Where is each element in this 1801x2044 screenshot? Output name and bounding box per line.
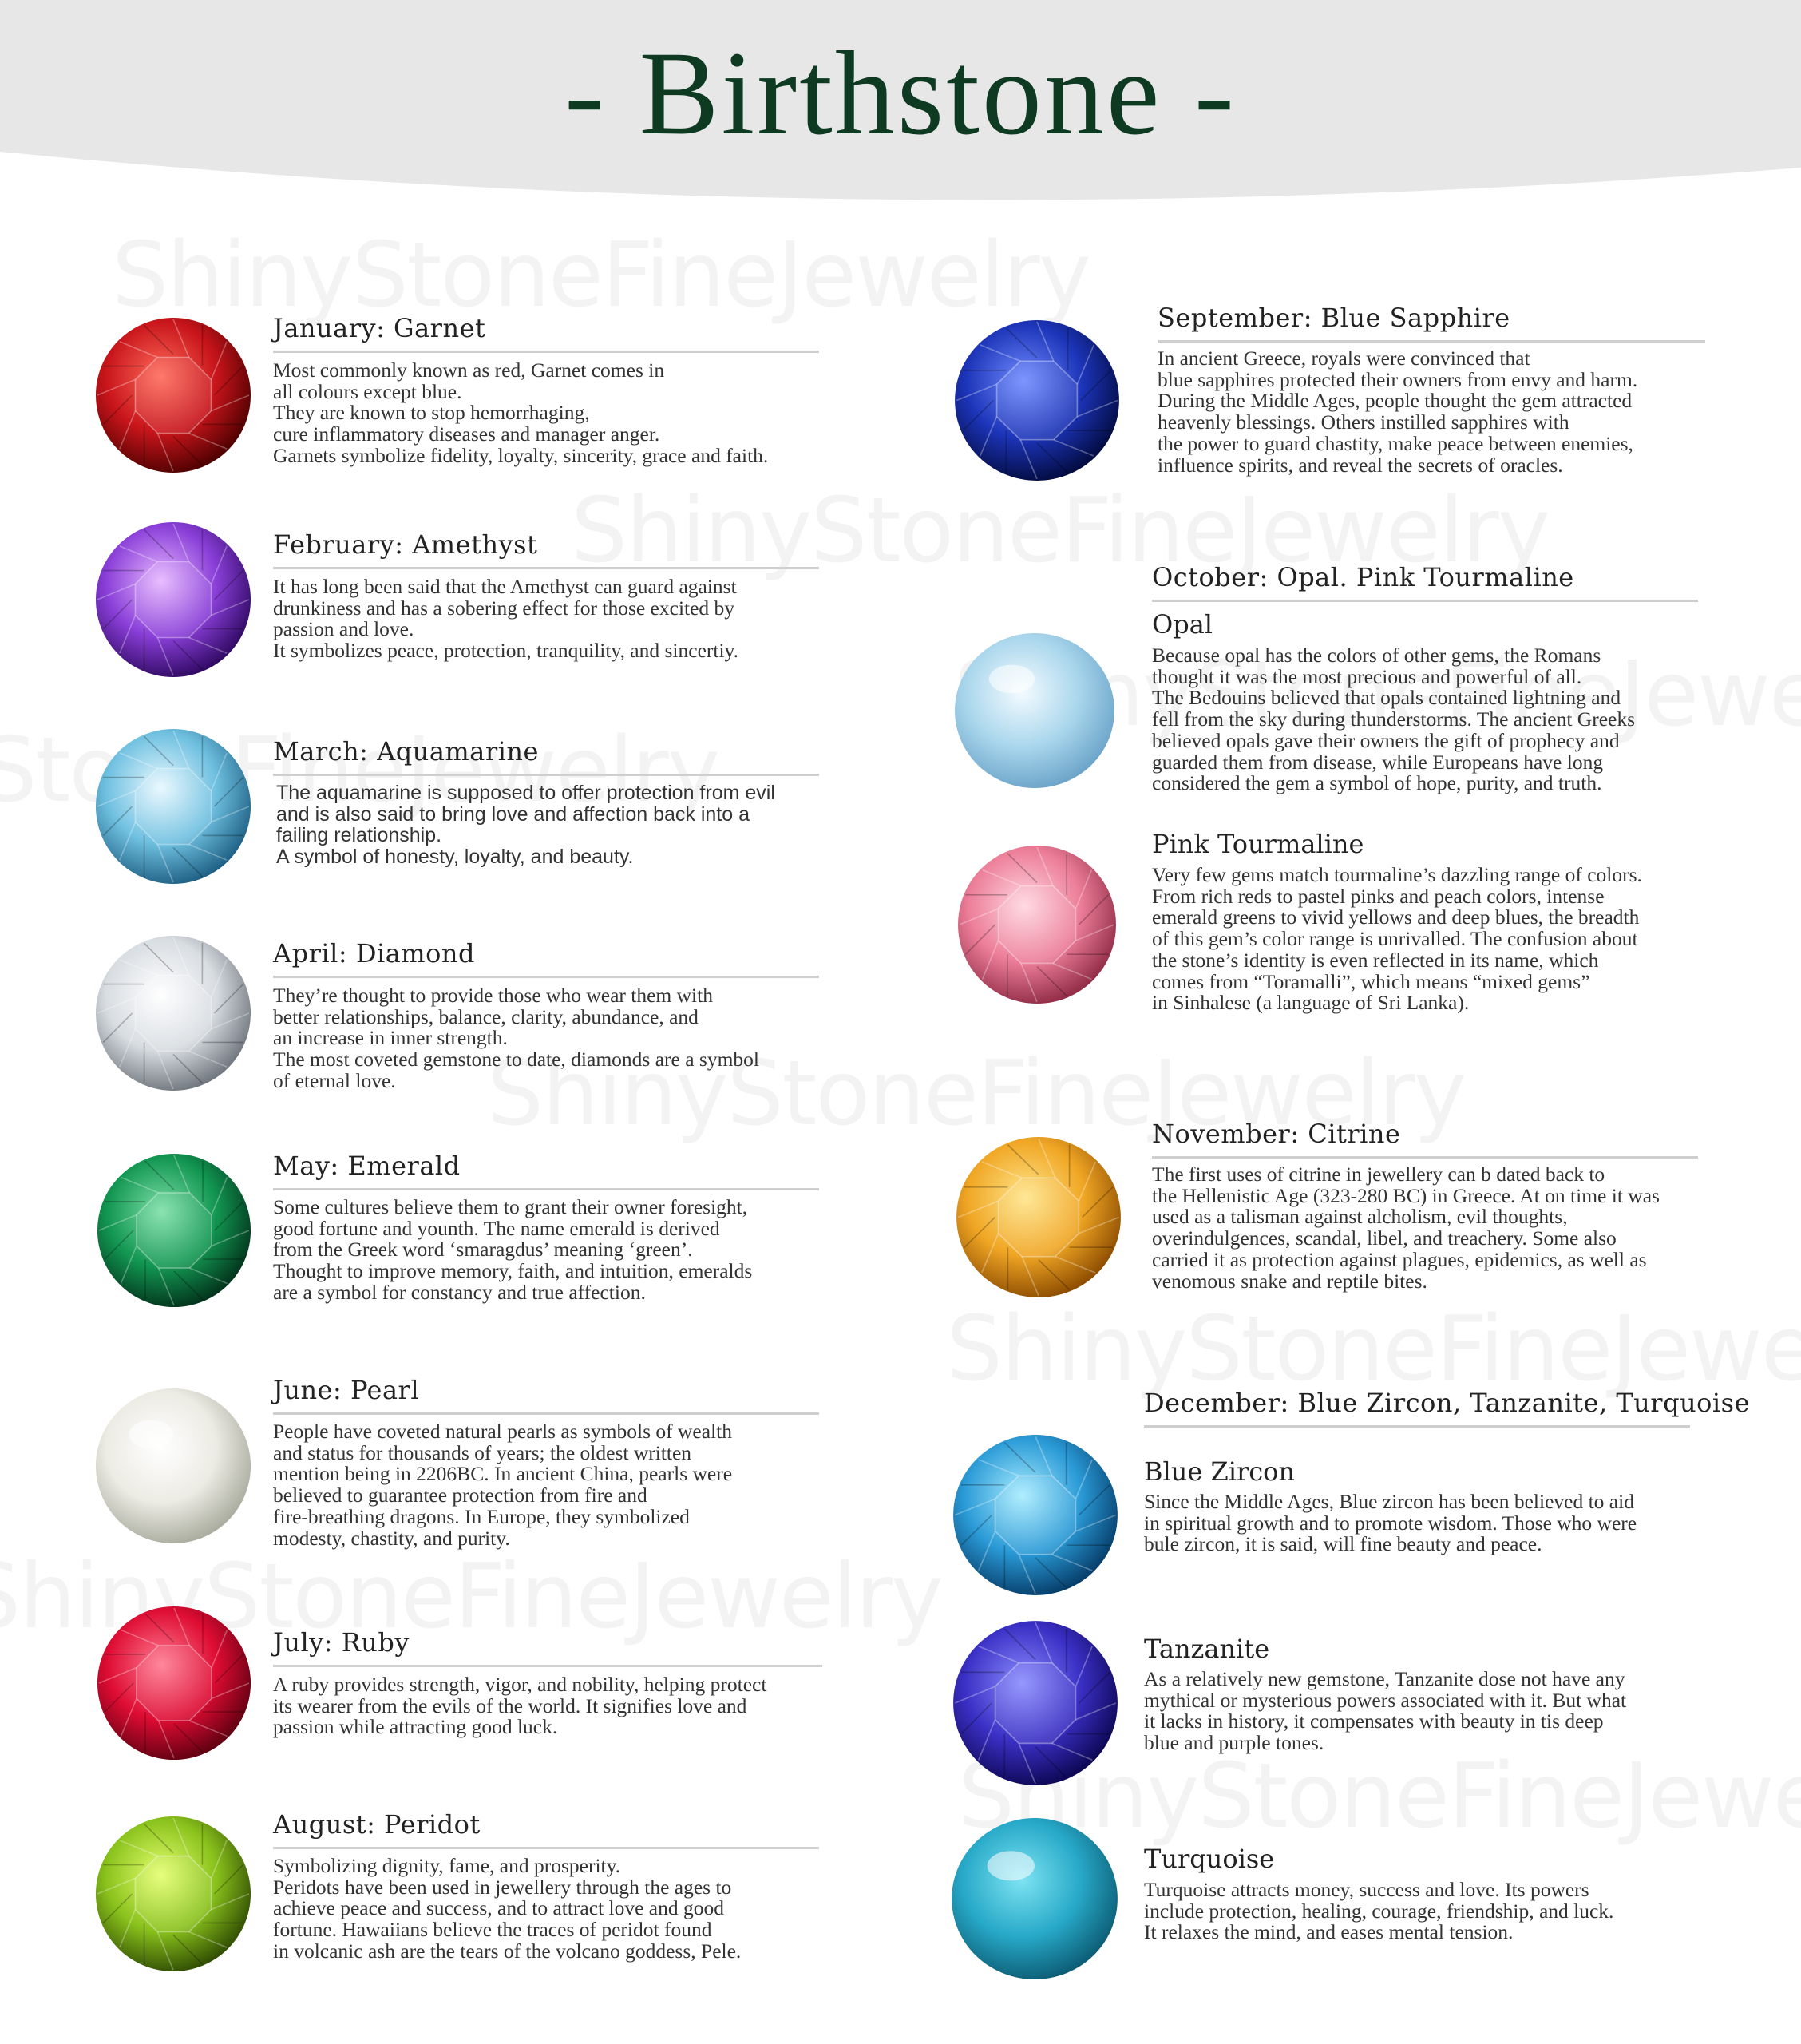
tanzanite-icon [952, 1619, 1119, 1787]
opal-subtitle: Opal [1152, 609, 1213, 640]
may-description: Some cultures believe them to grant their owner foresight, good fortune and younth. The name emerald is derived from the Greek word ‘smaragdus’ meaning ‘green’. Thought to improve memory, faith, and intuition, emeralds are a symbol for constancy and true affection. [273, 1195, 753, 1304]
turquoise-icon [950, 1816, 1119, 1981]
march-title: March: Aquamarine [273, 736, 539, 766]
divider [273, 774, 819, 776]
turquoise-subtitle: Turquoise [1144, 1844, 1275, 1874]
august-title: August: Peridot [273, 1809, 481, 1840]
amethyst-icon [94, 521, 252, 679]
november-title: November: Citrine [1152, 1119, 1401, 1149]
divider [1152, 1156, 1698, 1159]
divider [1144, 1425, 1690, 1428]
divider [273, 1412, 819, 1415]
november-description: The first uses of citrine in jewellery can b dated back to the Hellenistic Age (323-280 BC) in Greece. At on time it was used as a talisman against alcholism, evil thoughts, overindulgences, scandal, libel, and treachery. Some also carried it as protection against plagues, epidemics, as well as venomous snake and reptile bites. [1152, 1163, 1660, 1293]
page-title: - Birthstone - [564, 27, 1237, 160]
garnet-icon [94, 316, 252, 474]
divider [273, 1665, 822, 1667]
may-title: May: Emerald [273, 1151, 461, 1181]
peridot-icon [94, 1815, 252, 1973]
citrine-icon [955, 1135, 1122, 1299]
divider [1152, 600, 1698, 602]
february-description: It has long been said that the Amethyst can guard against drunkiness and has a sobering effect for those excited by passion and love. It symbolizes peace, protection, tranquility, and sincertiy. [273, 575, 739, 663]
january-description: Most commonly known as red, Garnet comes in all colours except blue. They are known to stop hemorrhaging, cure inflammatory diseases and manager anger. Garnets symbolize fidelity, loyalty, sincerity, grace and faith. [273, 358, 769, 467]
divider [1158, 340, 1705, 343]
january-title: January: Garnet [273, 313, 486, 343]
july-description: A ruby provides strength, vigor, and nobility, helping protect its wearer from the evils of the world. It signifies love and passion while attracting good luck. [273, 1673, 767, 1739]
turquoise-description: Turquoise attracts money, success and love. Its powers include protection, healing, courage, friendship, and luck. It relaxes the mind, and eases mental tension. [1144, 1878, 1614, 1944]
october-title: October: Opal. Pink Tourmaline [1152, 562, 1574, 592]
opal-icon [953, 632, 1116, 790]
watermark-text [946, 1297, 1801, 1401]
april-description: They’re thought to provide those who wear them with better relationships, balance, clarity, abundance, and an increase in inner strength. The most coveted gemstone to date, diamonds are a symbol of eternal love. [273, 984, 760, 1092]
tourmaline-subtitle: Pink Tourmaline [1152, 829, 1364, 859]
february-title: February: Amethyst [273, 529, 538, 560]
header-band [0, 0, 1801, 208]
march-description: The aquamarine is supposed to offer protection from evil and is also said to bring love and affection back into a failing relationship. A symbol of honesty, loyalty, and beauty. [276, 782, 775, 869]
watermark-text [112, 224, 1090, 327]
april-title: April: Diamond [273, 938, 475, 969]
blue-zircon-icon [952, 1433, 1119, 1597]
diamond-icon [94, 934, 252, 1092]
blue-zircon-subtitle: Blue Zircon [1144, 1456, 1296, 1487]
opal-description: Because opal has the colors of other gems, the Romans thought it was the most precious and powerful of all. The Bedouins believed that opals contained lightning and fell from the sky during thunderstorms. The ancient Greeks believed opals gave their owners the gift of prophecy and guarded them from disease, while Europeans have long considered the gem a symbol of hope, purity, and truth. [1152, 644, 1636, 795]
divider [273, 976, 819, 978]
aquamarine-icon [94, 727, 252, 885]
tourmaline-icon [956, 844, 1118, 1005]
june-description: People have coveted natural pearls as symbols of wealth and status for thousands of years; the oldest written mention being in 2206BC. In ancient China, pearls were believed to guarantee protection from fire and fire-breathing dragons. In Europe, they symbolized modesty, chastity, and purity. [273, 1420, 733, 1550]
december-title: December: Blue Zircon, Tanzanite, Turquoise [1144, 1388, 1751, 1418]
emerald-icon [96, 1152, 252, 1309]
ruby-icon [96, 1605, 252, 1761]
june-title: June: Pearl [273, 1375, 420, 1405]
divider [273, 1188, 819, 1190]
september-title: September: Blue Sapphire [1158, 303, 1510, 333]
sapphire-icon [953, 319, 1121, 482]
divider [273, 567, 819, 569]
blue-zircon-description: Since the Middle Ages, Blue zircon has been believed to aid in spiritual growth and to promote wisdom. Those who were bule zircon, it is said, will fine beauty and peace. [1144, 1490, 1637, 1556]
tanzanite-description: As a relatively new gemstone, Tanzanite dose not have any mythical or mysterious powers associated with it. But what it lacks in history, it compensates with beauty in tis deep blue and purple tones. [1144, 1667, 1627, 1755]
september-description: In ancient Greece, royals were convinced that blue sapphires protected their owners from envy and harm. During the Middle Ages, people thought the gem attracted heavenly blessings. Others instilled sapphires with the power to guard chastity, make peace between enemies, influence spirits, and reveal the secrets of oracles. [1158, 347, 1638, 477]
july-title: July: Ruby [273, 1627, 410, 1658]
pearl-icon [94, 1387, 252, 1545]
divider [273, 1847, 819, 1849]
divider [273, 351, 819, 353]
tanzanite-subtitle: Tanzanite [1144, 1634, 1270, 1664]
august-description: Symbolizing dignity, fame, and prosperity. Peridots have been used in jewellery through the ages to achieve peace and success, and to attract love and good fortune. Hawaiians believe the traces of peridot found in volcanic ash are the tears of the volcano goddess, Pele. [273, 1854, 742, 1963]
tourmaline-description: Very few gems match tourmaline’s dazzling range of colors. From rich reds to pastel pinks and peach colors, intense emerald greens to vivid yellows and deep blues, the breadth of this gem’s color range is unrivalled. The confusion about the stone’s identity is even reflected in its name, which comes from “Toramalli”, which means “mixed gems” in Sinhalese (a language of Sri Lanka). [1152, 863, 1642, 1015]
